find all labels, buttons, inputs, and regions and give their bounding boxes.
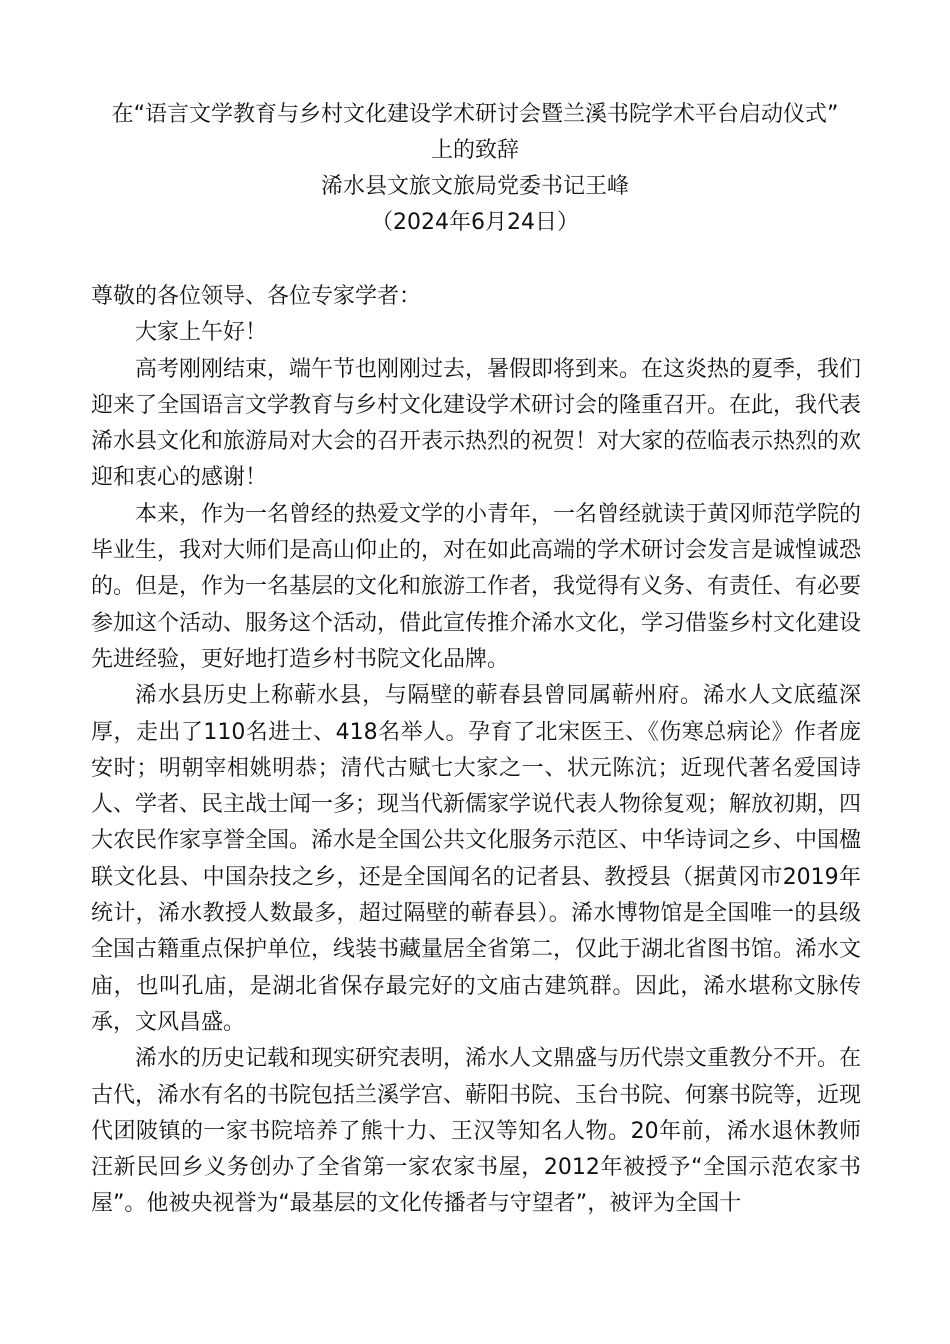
paragraph-greeting: 大家上午好！ bbox=[135, 320, 268, 346]
paragraph-academies: 浠水的历史记载和现实研究表明，浠水人文鼎盛与历代崇文重教分不开。在古代，浠水有名的书院包括兰溪学宫、蕲阳书院、玉台书院、何寨书院等，近现代团陂镇的一家书院培养了熊十力、王汉等知名人物。20年前，浠水退休教师汪新民回乡义务创办了全省第一家农家书屋，2012年被授予“全国示范农家书屋”。他被央视誉为“最基层的文化传播者与守望者”，被评为全国十 bbox=[91, 1046, 862, 1217]
document-header bbox=[70, 97, 880, 241]
date-line: （2024年6月24日） bbox=[371, 210, 579, 235]
title-line-1: 在“语言文学教育与乡村文化建设学术研讨会暨兰溪书院学术平台启动仪式” bbox=[111, 102, 839, 127]
salutation: 尊敬的各位领导、各位专家学者： bbox=[91, 284, 422, 309]
paragraph-opening: 高考刚刚结束，端午节也刚刚过去，暑假即将到来。在这炎热的夏季，我们迎来了全国语言文学教育与乡村文化建设学术研讨会的隆重召开。在此，我代表浠水县文化和旅游局对大会的召开表示热烈的祝贺！对大家的莅临表示热烈的欢迎和衷心的感谢！ bbox=[91, 356, 862, 491]
paragraph-personal: 本来，作为一名曾经的热爱文学的小青年，一名曾经就读于黄冈师范学院的毕业生，我对大师们是高山仰止的，对在如此高端的学术研讨会发言是诚惶诚恐的。但是，作为一名基层的文化和旅游工作者，我觉得有义务、有责任、有必要参加这个活动、服务这个活动，借此宣传推介浠水文化，学习借鉴乡村文化建设先进经验，更好地打造乡村书院文化品牌。 bbox=[91, 501, 862, 672]
document-body bbox=[91, 279, 861, 1223]
author-line: 浠水县文旅文旅局党委书记王峰 bbox=[320, 174, 629, 199]
title-line-2: 上的致辞 bbox=[430, 138, 519, 163]
paragraph-history: 浠水县历史上称蕲水县，与隔壁的蕲春县曾同属蕲州府。浠水人文底蕴深厚，走出了110名进士、418名举人。孕育了北宋医王、《伤寒总病论》作者庞安时；明朝宰相姚明恭；清代古赋七大家之一、状元陈沆；近现代著名爱国诗人、学者、民主战士闻一多；现当代新儒家学说代表人物徐复观；解放初期，四大农民作家享誉全国。浠水是全国公共文化服务示范区、中华诗词之乡、中国楹联文化县、中国杂技之乡，还是全国闻名的记者县、教授县（据黄冈市2019年统计，浠水教授人数最多，超过隔壁的蕲春县）。浠水博物馆是全国唯一的县级全国古籍重点保护单位，线装书藏量居全省第二，仅此于湖北省图书馆。浠水文庙，也叫孔庙，是湖北省保存最完好的文庙古建筑群。因此，浠水堪称文脉传承，文风昌盛。 bbox=[91, 683, 862, 1035]
